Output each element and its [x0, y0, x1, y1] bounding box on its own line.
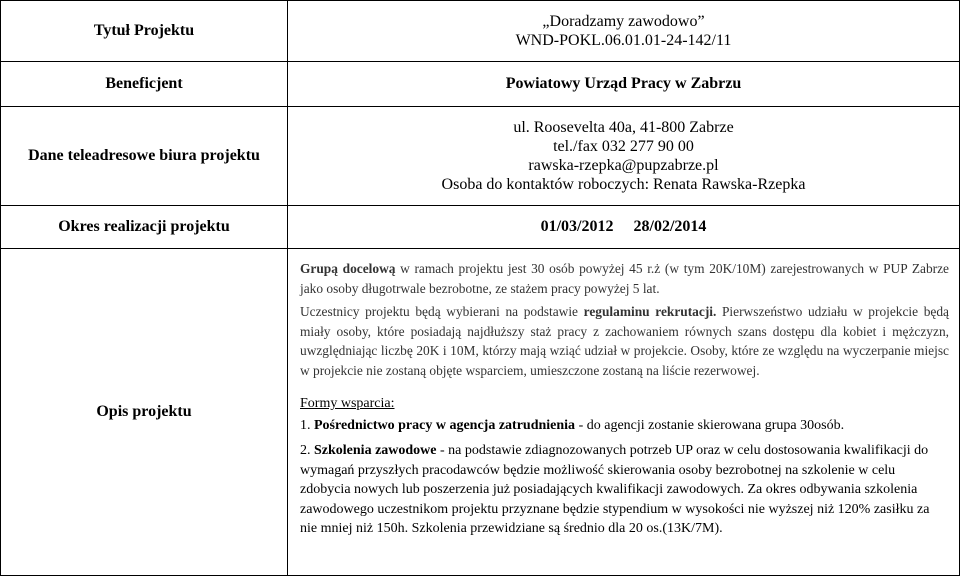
item1-bold: Pośrednictwo pracy w agencja zatrudnienia: [314, 417, 576, 433]
description-label: Opis projektu: [1, 249, 288, 576]
contact-value: [288, 107, 960, 206]
contact-label: Dane teleadresowe biura projektu: [1, 107, 288, 206]
target-group-text: w ramach projektu jest 30 osób powyżej 45 r.ż (w tym 20K/10M) zarejestrowanych w PUP Zabrze jako osoby długotrwale bezrobotne, ze stażem pracy powyżej 5 lat.: [300, 261, 950, 296]
forms-heading-text: Formy wsparcia:: [300, 396, 395, 411]
item2-number: 2.: [300, 443, 314, 458]
row-contact: [1, 107, 960, 206]
period-start: 01/03/2012: [540, 218, 614, 235]
target-group-bold: Grupą docelową: [300, 261, 396, 276]
row-description: [1, 249, 960, 576]
recruitment-intro: Uczestnicy projektu będą wybierani na podstawie: [300, 304, 584, 319]
project-name: „Doradzamy zawodowo”: [542, 13, 705, 30]
recruitment-paragraph: [300, 302, 949, 380]
contact-email: rawska-rzepka@pupzabrze.pl: [528, 157, 719, 174]
beneficiary-label: Beneficjent: [1, 62, 288, 107]
title-value: [288, 1, 960, 62]
recruitment-bold: regulaminu rekrutacji.: [583, 304, 717, 319]
contact-person: Osoba do kontaktów roboczych: Renata Rawska-Rzepka: [441, 176, 806, 193]
item1-number: 1.: [300, 417, 314, 433]
row-title: [1, 1, 960, 62]
forms-heading: [300, 394, 949, 414]
period-label: Okres realizacji projektu: [1, 206, 288, 249]
target-group-paragraph: [300, 259, 949, 298]
item2-text: - na podstawie zdiagnozowanych potrzeb UP oraz w celu dostosowania kwalifikacji do wymagań przyszłych pracodawców będzie możliwość skierowania osoby bezrobotnej na szkolenie w celu zdobycia nowych lub poszerzenia już posiadających kwalifikacji zawodowych. Za okres odbywania szkolenia zawodowego uczestnikom projektu przyznane będzie stypendium w wysokości nie wyższej niż 120% zasiłku za nie mniej niż 150h. Szkolenia przewidziane są średnio dla 20 os.(13K/7M).: [300, 443, 930, 536]
beneficiary-value: Powiatowy Urząd Pracy w Zabrzu: [288, 62, 960, 107]
title-label: Tytuł Projektu: [1, 1, 288, 62]
support-item-2: [300, 441, 949, 539]
period-end: 28/02/2014: [633, 218, 707, 235]
description-value: [288, 249, 960, 576]
row-period: [1, 206, 960, 249]
period-value: [288, 206, 960, 249]
contact-address: ul. Roosevelta 40a, 41-800 Zabrze: [513, 119, 734, 136]
support-item-1: [300, 416, 949, 436]
item1-text: - do agencji zostanie skierowana grupa 30osób.: [575, 417, 845, 433]
project-number: WND-POKL.06.01.01-24-142/11: [515, 32, 732, 49]
contact-phone: tel./fax 032 277 90 00: [553, 138, 694, 155]
item2-bold: Szkolenia zawodowe: [314, 443, 437, 458]
row-beneficiary: [1, 62, 960, 107]
recruitment-text: Pierwszeństwo udziału w projekcie będą miały osoby, które posiadają najdłuższy staż pracy z zachowaniem równych szans dostępu dla kobiet i mężczyzn, uwzględniając liczbę 20K i 10M, którzy mają wziąć udział w projekcie. Osoby, które ze względu na wyczerpanie miejsc w projekcie nie zostaną objęte wsparciem, umieszczone zostaną na liście rezerwowej.: [300, 304, 950, 378]
